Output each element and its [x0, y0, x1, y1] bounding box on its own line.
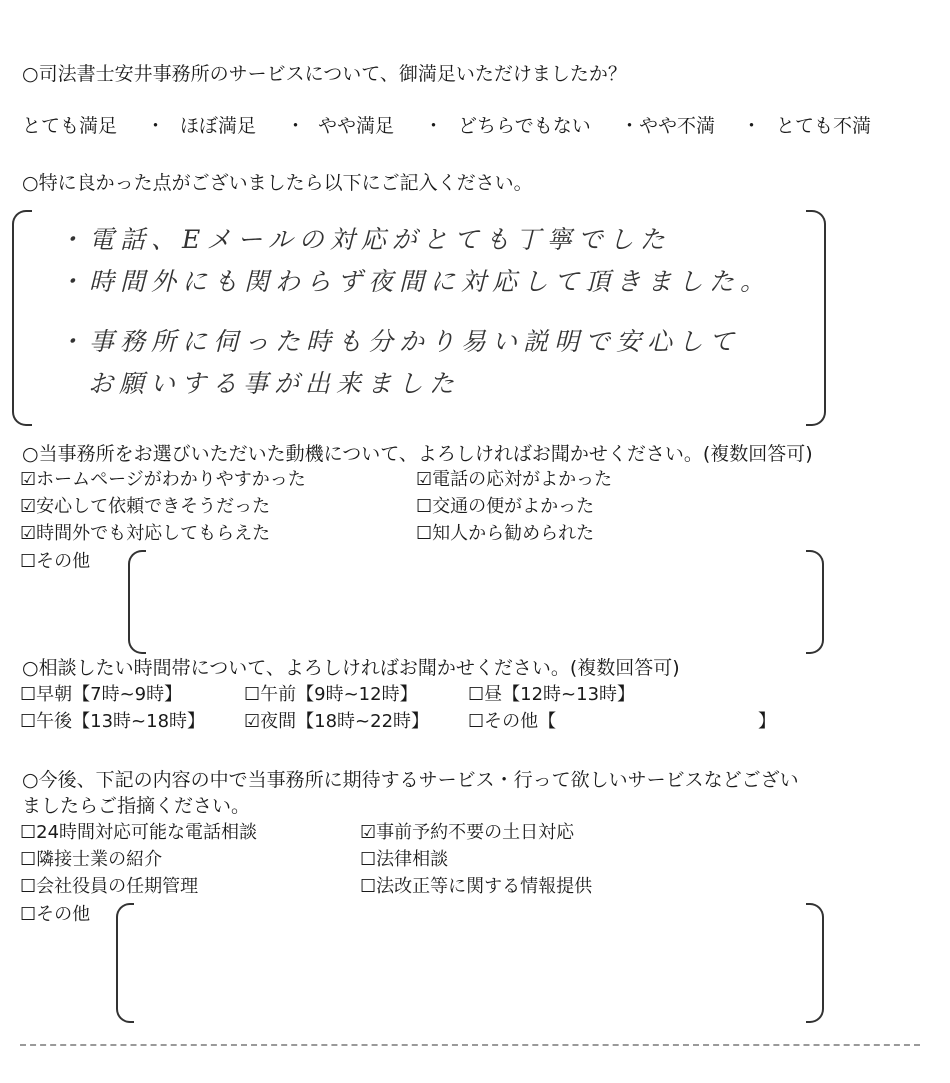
checkbox-icon: ☐	[360, 876, 377, 897]
handwritten-line-1: ・電話、Eメールの対応がとても丁寧でした	[58, 225, 671, 254]
option-label: 時間外でも対応してもらえた	[36, 523, 271, 544]
option-label: 昼【12時~13時】	[484, 684, 636, 705]
q3-option-phone	[416, 468, 612, 492]
checkbox-icon: ☐	[244, 684, 261, 705]
option-label: 24時間対応可能な電話相談	[36, 822, 258, 843]
q2-question: ○特に良かった点がございましたら以下にご記入ください。	[22, 172, 533, 194]
checked-box-icon: ☑	[360, 822, 377, 843]
answer-box-left-bracket	[12, 210, 32, 426]
option-label: その他	[36, 551, 91, 572]
option-label: 会社役員の任期管理	[36, 876, 199, 897]
checkbox-icon: ☐	[360, 849, 377, 870]
q5-option-legal-consult	[360, 848, 448, 872]
handwritten-line-3: ・事務所に伺った時も分かり易い説明で安心して	[58, 327, 741, 356]
q5-question-line-2: ましたらご指摘ください。	[22, 795, 251, 817]
q5-option-officer-terms	[20, 875, 198, 899]
scale-dot: ・	[146, 115, 166, 137]
option-label: 隣接士業の紹介	[36, 849, 163, 870]
checked-box-icon: ☑	[20, 469, 37, 490]
scale-dot: ・	[424, 115, 444, 137]
scale-very-dissatisfied: とても不満	[776, 115, 872, 137]
scale-dot: ・	[286, 115, 306, 137]
checked-box-icon: ☑	[20, 496, 37, 517]
checkbox-icon: ☐	[20, 551, 37, 572]
q1-question: ○司法書士安井事務所のサービスについて、御満足いただけましたか？	[22, 63, 627, 85]
other-box-left-bracket	[116, 903, 134, 1023]
option-label: 交通の便がよかった	[432, 496, 595, 517]
checkbox-icon: ☐	[20, 822, 37, 843]
scale-mostly-satisfied: ほぼ満足	[180, 115, 257, 137]
option-label: 早朝【7時~9時】	[36, 684, 183, 705]
option-label: 電話の応対がよかった	[432, 469, 613, 490]
q5-option-law-updates	[360, 875, 592, 899]
q4-question: ○相談したい時間帯について、よろしければお聞かせください。(複数回答可)	[22, 657, 680, 679]
option-label: その他	[36, 904, 91, 925]
checkbox-icon: ☐	[416, 523, 433, 544]
checked-box-icon: ☑	[20, 523, 37, 544]
handwritten-line-2: ・時間外にも関わらず夜間に対応して頂きました。	[58, 267, 772, 296]
q4-option-other	[468, 710, 556, 734]
q4-option-early-morning	[20, 683, 182, 707]
checkbox-icon: ☐	[468, 711, 485, 732]
q4-option-morning	[244, 683, 418, 707]
checked-box-icon: ☑	[244, 711, 261, 732]
q3-option-after-hours	[20, 522, 270, 546]
option-label: ホームページがわかりやすかった	[36, 469, 306, 490]
option-label: 夜間【18時~22時】	[260, 711, 430, 732]
q3-option-access	[416, 495, 594, 519]
q3-option-referral	[416, 522, 594, 546]
checked-box-icon: ☑	[416, 469, 433, 490]
scale-somewhat-dissatisfied: ・やや不満	[620, 115, 716, 137]
q5-option-24h-phone	[20, 821, 257, 845]
scale-very-satisfied: とても満足	[22, 115, 118, 137]
option-label: 法改正等に関する情報提供	[376, 876, 593, 897]
cut-off-text-edge	[20, 1044, 920, 1048]
option-label: 午前【9時~12時】	[260, 684, 418, 705]
answer-box-right-bracket	[806, 210, 826, 426]
checkbox-icon: ☐	[20, 904, 37, 925]
q3-option-reassured	[20, 495, 270, 519]
checkbox-icon: ☐	[20, 684, 37, 705]
handwritten-line-4: お願いする事が出来ました	[88, 369, 461, 398]
other-box-right-bracket	[806, 550, 824, 654]
q4-option-evening	[244, 710, 429, 734]
option-label: 午後【13時~18時】	[36, 711, 206, 732]
checkbox-icon: ☐	[20, 849, 37, 870]
option-label: その他【	[484, 711, 557, 732]
scale-somewhat-satisfied: やや満足	[318, 115, 395, 137]
q5-option-other	[20, 903, 90, 927]
q4-option-afternoon	[20, 710, 205, 734]
option-label: 事前予約不要の土日対応	[376, 822, 575, 843]
other-box-left-bracket	[128, 550, 146, 654]
checkbox-icon: ☐	[20, 876, 37, 897]
q5-question-line-1: ○今後、下記の内容の中で当事務所に期待するサービス・行って欲しいサービスなどござい	[22, 769, 799, 791]
q4-option-noon	[468, 683, 635, 707]
scale-dot: ・	[742, 115, 762, 137]
option-label: 安心して依頼できそうだった	[36, 496, 271, 517]
option-label: 法律相談	[376, 849, 449, 870]
q3-question: ○当事務所をお選びいただいた動機について、よろしければお聞かせください。(複数回答可)	[22, 443, 813, 465]
scale-neutral: どちらでもない	[458, 115, 591, 137]
checkbox-icon: ☐	[416, 496, 433, 517]
q5-option-weekend	[360, 821, 574, 845]
q3-option-other	[20, 550, 90, 574]
q3-option-homepage	[20, 468, 306, 492]
other-box-right-bracket	[806, 903, 824, 1023]
checkbox-icon: ☐	[468, 684, 485, 705]
checkbox-icon: ☐	[20, 711, 37, 732]
q4-other-close-bracket: 】	[758, 711, 776, 732]
q5-option-referral-professions	[20, 848, 162, 872]
option-label: 知人から勧められた	[432, 523, 595, 544]
